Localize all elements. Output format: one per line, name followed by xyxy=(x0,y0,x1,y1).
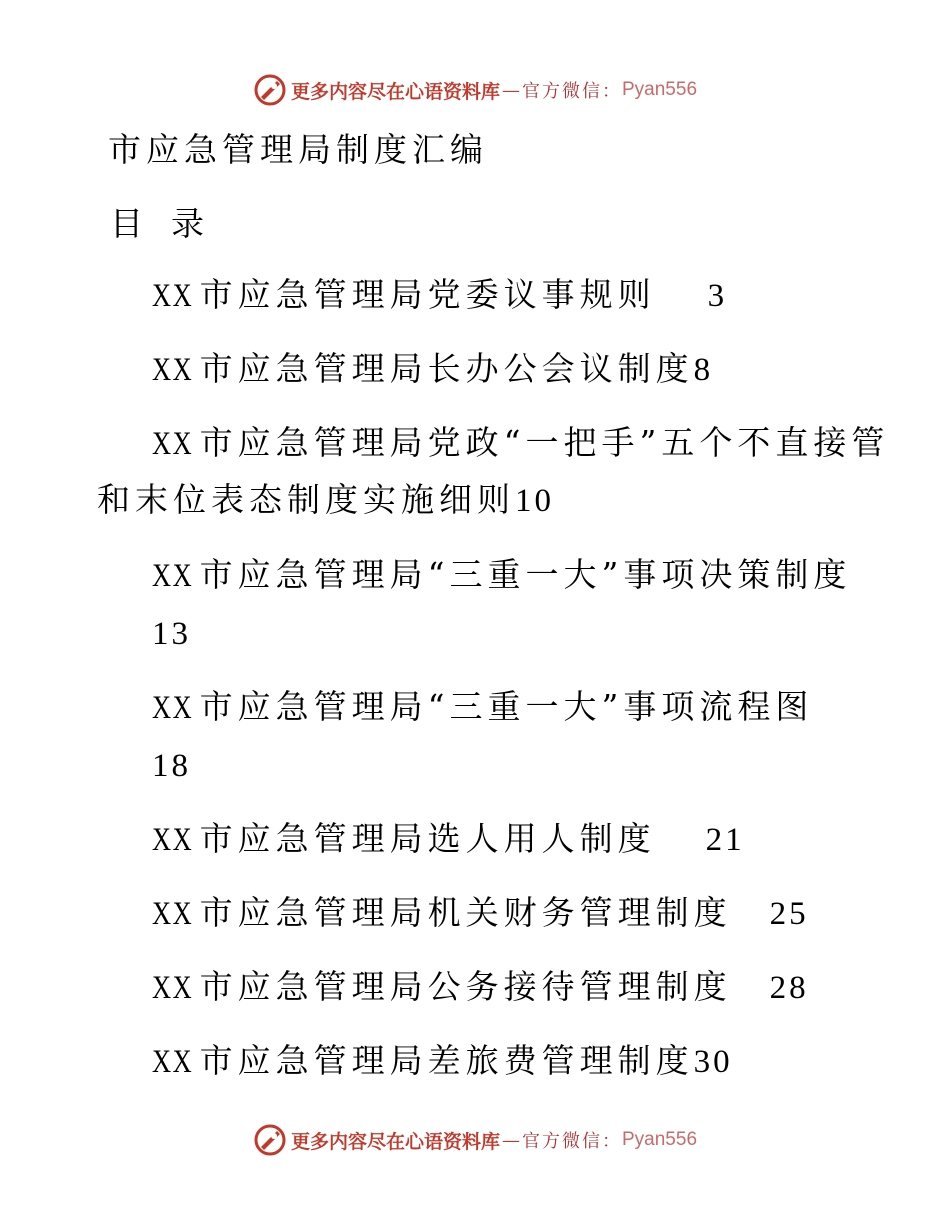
banner-dash: — xyxy=(502,1129,520,1151)
banner-official: 官方微信： xyxy=(522,81,622,102)
toc-entry-7[interactable]: XX 市应急管理局机关财务管理制度 25 xyxy=(152,893,809,932)
toc-entry-2[interactable]: XX 市应急管理局长办公会议制度8 xyxy=(152,349,714,388)
toc-page-number: 13 xyxy=(152,616,191,652)
pen-logo-icon xyxy=(253,73,287,107)
banner-wechat: Pyan556 xyxy=(622,1129,698,1150)
toc-entry-5[interactable]: XX 市应急管理局“三重一大”事项流程图 xyxy=(152,687,814,726)
toc-entry-4-page[interactable] xyxy=(152,613,191,654)
document-title: 市应急管理局制度汇编 xyxy=(108,130,488,169)
toc-entry-1[interactable]: XX 市应急管理局党委议事规则 3 xyxy=(152,275,728,314)
banner-brand: 更多内容尽在心语资料库 xyxy=(290,80,500,103)
toc-entry-3-continued[interactable]: 和末位表态制度实施细则10 xyxy=(97,480,554,519)
toc-page-number: 10 xyxy=(515,483,554,519)
banner-official: 官方微信： xyxy=(522,1131,622,1152)
toc-page-number: 28 xyxy=(769,970,809,1006)
header-watermark-banner xyxy=(0,70,950,110)
toc-entry-5-page[interactable] xyxy=(152,745,191,786)
banner-dash: — xyxy=(502,79,520,101)
toc-entry-3[interactable]: XX 市应急管理局党政“一把手”五个不直接管 xyxy=(152,423,890,462)
toc-page-number: 18 xyxy=(152,748,191,784)
banner-brand: 更多内容尽在心语资料库 xyxy=(290,1130,500,1153)
footer-watermark-banner xyxy=(0,1120,950,1160)
toc-entry-6[interactable]: XX 市应急管理局选人用人制度 21 xyxy=(152,819,745,858)
toc-page-number: 8 xyxy=(693,352,714,388)
toc-heading: 目录 xyxy=(110,204,232,243)
toc-page-number: 30 xyxy=(693,1044,733,1080)
toc-page-number: 3 xyxy=(707,278,728,314)
toc-entry-4[interactable]: XX 市应急管理局“三重一大”事项决策制度 xyxy=(152,555,852,594)
toc-entry-8[interactable]: XX 市应急管理局公务接待管理制度 28 xyxy=(152,967,809,1006)
toc-page-number: 25 xyxy=(769,896,809,932)
toc-entry-9[interactable]: XX 市应急管理局差旅费管理制度30 xyxy=(152,1041,733,1080)
banner-wechat: Pyan556 xyxy=(622,79,698,100)
pen-logo-icon xyxy=(253,1123,287,1157)
toc-page-number: 21 xyxy=(705,822,745,858)
